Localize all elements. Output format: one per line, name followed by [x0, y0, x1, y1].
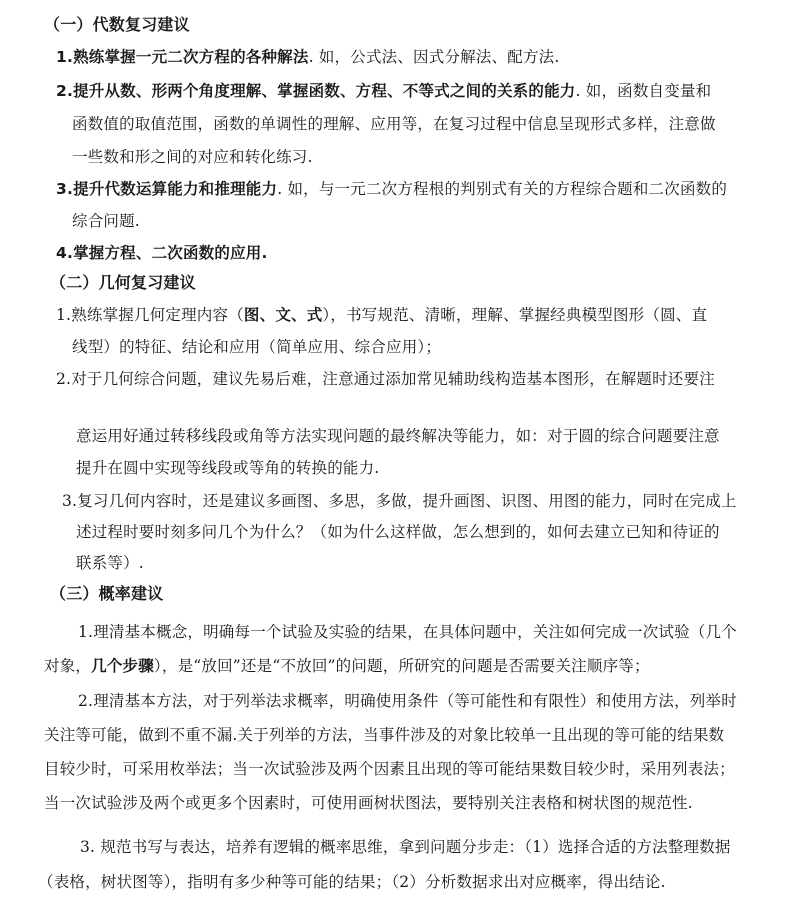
item-bold-text: 、 — [259, 306, 276, 324]
item-text: . 如，函数自变量和 — [575, 82, 712, 100]
algebra-item-2-cont: 函数值的取值范围，函数的单调性的理解、应用等，在复习过程中信息呈现形式多样，注意做 — [72, 115, 716, 133]
geometry-item-3 — [62, 490, 737, 512]
item-number: 1. — [56, 48, 74, 66]
geometry-item-3-cont: 述过程时要时刻多问几个为什么？（如为什么这样做，怎么想到的，如何去建立已知和待证的 — [76, 523, 720, 541]
geometry-item-1 — [56, 304, 707, 326]
item-number: 3. — [56, 180, 74, 198]
item-bold-text: 、 — [291, 306, 307, 324]
item-number: 4. — [56, 244, 74, 262]
probability-para-3: 3. 规范书写与表达，培养有逻辑的概率思维，拿到问题分步走：（1）选择合适的方法整理数据 — [80, 838, 731, 856]
item-number: 2. — [56, 370, 72, 388]
item-text: . 如，公式法、因式分解法、配方法. — [308, 48, 560, 66]
algebra-item-3-cont: 综合问题. — [72, 212, 140, 230]
algebra-item-3 — [56, 178, 727, 200]
section-heading-geometry: （二）几何复习建议 — [50, 273, 196, 292]
item-number: 2. — [56, 82, 74, 100]
item-number: 1. — [56, 306, 72, 324]
section-heading-probability: （三）概率建议 — [50, 584, 164, 603]
item-bold-text: 熟练掌握一元二次方程的各种解法 — [73, 48, 309, 66]
geometry-item-3-cont: 联系等）. — [76, 554, 144, 572]
geometry-item-1-cont: 线型）的特征、结论和应用（简单应用、综合应用）； — [72, 338, 442, 356]
item-bold-text: 图 — [243, 306, 260, 324]
item-bold-text: 式 — [306, 306, 323, 324]
probability-para-1: 1.理清基本概念，明确每一个试验及实验的结果，在具体问题中，关注如何完成一次试验（几个 — [78, 623, 737, 641]
probability-para-3-cont: （表格，树状图等），指明有多少种等可能的结果；（2）分析数据求出对应概率，得出结论. — [38, 873, 666, 891]
geometry-item-2 — [56, 368, 715, 390]
item-bold-text: 文 — [275, 306, 292, 324]
item-text: ），是“放回”还是“不放回”的问题，所研究的问题是否需要关注顺序等； — [153, 657, 650, 675]
item-number: 3. — [62, 492, 78, 510]
probability-para-1-cont — [44, 655, 650, 677]
section-heading-algebra: （一）代数复习建议 — [44, 15, 190, 34]
item-bold-text: 掌握方程、二次函数的应用. — [73, 244, 268, 262]
probability-para-2-cont: 当一次试验涉及两个或更多个因素时，可使用画树状图法，要特别关注表格和树状图的规范性. — [44, 794, 693, 812]
item-bold-text: 提升从数、形两个角度理解、掌握函数、方程、不等式之间的关系的能力 — [73, 82, 576, 100]
item-text: . 如，与一元二次方程根的判别式有关的方程综合题和二次函数的 — [277, 180, 728, 198]
item-text: 对象， — [44, 657, 92, 675]
item-text: 对于几何综合问题，建议先易后难，注意通过添加常见辅助线构造基本图形，在解题时还要注 — [71, 370, 715, 388]
algebra-item-2 — [56, 80, 711, 102]
probability-para-2-cont: 关注等可能，做到不重不漏.关于列举的方法，当事件涉及的对象比较单一且出现的等可能的结果数 — [44, 726, 725, 744]
item-text: 熟练掌握几何定理内容（ — [71, 306, 244, 324]
algebra-item-4 — [56, 242, 268, 264]
item-bold-text: 几个步骤 — [91, 657, 154, 675]
item-text: 复习几何内容时，还是建议多画图、多思，多做，提升画图、识图、用图的能力，同时在完成上 — [77, 492, 737, 510]
geometry-item-2-cont: 提升在圆中实现等线段或等角的转换的能力. — [76, 459, 380, 477]
geometry-item-2-cont: 意运用好通过转移线段或角等方法实现问题的最终解决等能力，如：对于圆的综合问题要注意 — [76, 427, 720, 445]
algebra-item-2-cont: 一些数和形之间的对应和转化练习. — [72, 148, 313, 166]
algebra-item-1 — [56, 46, 559, 68]
probability-para-2-cont: 目较少时，可采用枚举法；当一次试验涉及两个因素且出现的等可能结果数目较少时，采用列表法； — [44, 760, 735, 778]
probability-para-2: 2.理清基本方法，对于列举法求概率，明确使用条件（等可能性和有限性）和使用方法，列举时 — [78, 692, 737, 710]
item-text: ），书写规范、清晰，理解、掌握经典模型图形（圆、直 — [322, 306, 708, 324]
item-bold-text: 提升代数运算能力和推理能力 — [73, 180, 278, 198]
